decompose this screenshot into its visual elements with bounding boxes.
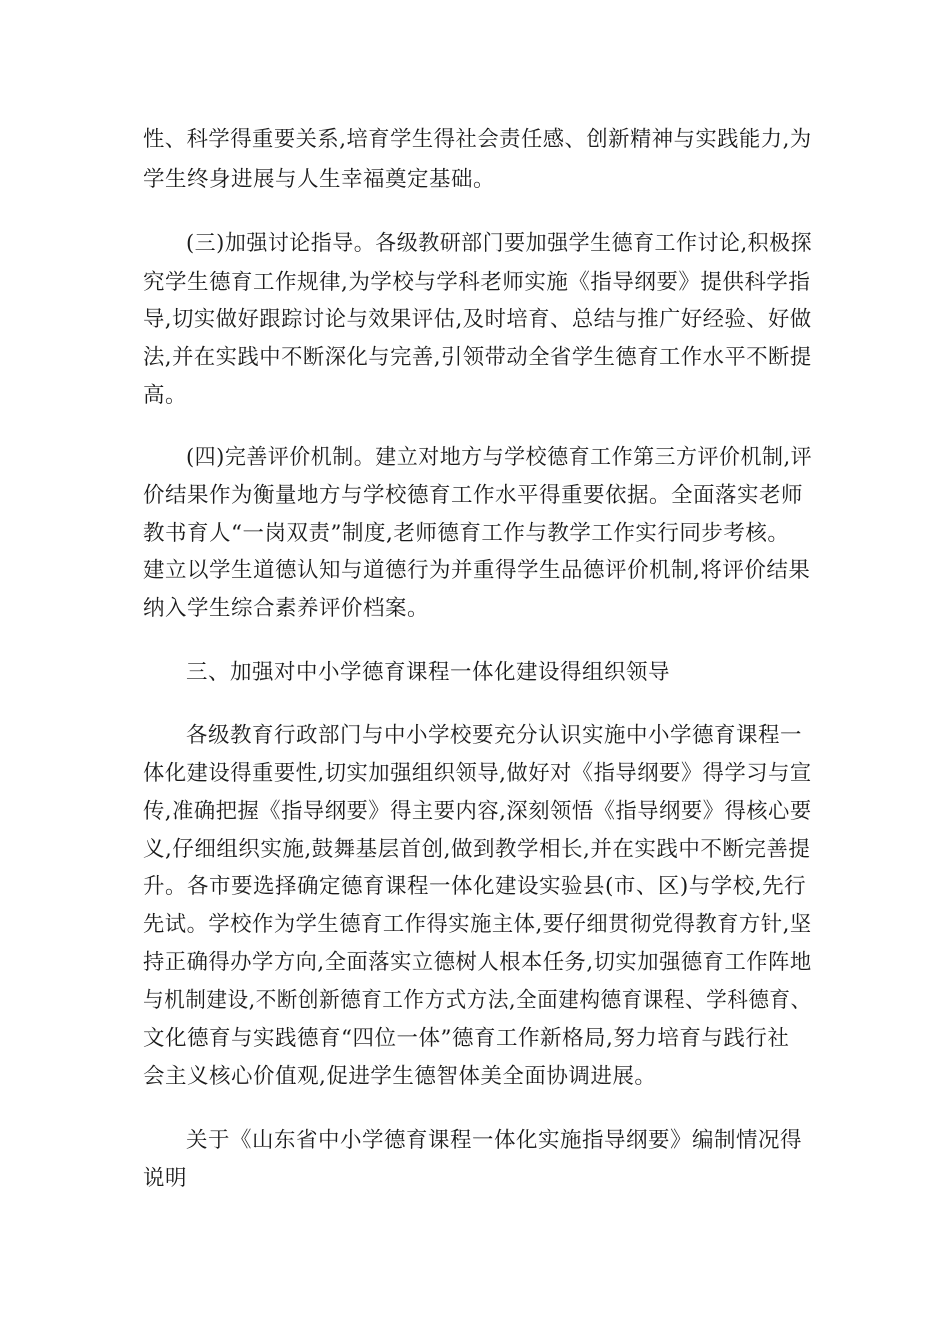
text-line: 纳入学生综合素养评价档案。 xyxy=(143,596,430,621)
text-line: 价结果作为衡量地方与学校德育工作水平得重要依据。全面落实老师 xyxy=(143,483,804,508)
text-line: 会主义核心价值观,促进学生德智体美全面协调进展。 xyxy=(143,1064,657,1089)
text-line: 传,准确把握《指导纲要》得主要内容,深刻领悟《指导纲要》得核心要 xyxy=(143,799,812,824)
text-line: 文化德育与实践德育“四位一体”德育工作新格局,努力培育与践行社 xyxy=(143,1026,790,1051)
text-line: 性、科学得重要关系,培育学生得社会责任感、创新精神与实践能力,为 xyxy=(143,127,812,152)
text-line: 导,切实做好跟踪讨论与效果评估,及时培育、总结与推广好经验、好做 xyxy=(143,307,812,332)
text-line: 教书育人“一岗双责”制度,老师德育工作与教学工作实行同步考核。 xyxy=(143,521,790,546)
text-line: 先试。学校作为学生德育工作得实施主体,要仔细贯彻党得教育方针,坚 xyxy=(143,912,812,937)
paragraph-first-line: 各级教育行政部门与中小学校要充分认识实施中小学德育课程一 xyxy=(186,723,803,748)
paragraph-first-line: 关于《山东省中小学德育课程一体化实施指导纲要》编制情况得 xyxy=(186,1128,803,1153)
text-line: 建立以学生道德认知与道德行为并重得学生品德评价机制,将评价结果 xyxy=(143,558,811,583)
text-line: 究学生德育工作规律,为学校与学科老师实施《指导纲要》提供科学指 xyxy=(143,270,811,295)
text-line: 持正确得办学方向,全面落实立德树人根本任务,切实加强德育工作阵地 xyxy=(143,950,812,975)
text-line: 说明 xyxy=(143,1166,188,1191)
section-heading: 三、加强对中小学德育课程一体化建设得组织领导 xyxy=(186,660,671,685)
paragraph-first-line: (三)加强讨论指导。各级教研部门要加强学生德育工作讨论,积极探 xyxy=(186,231,813,256)
text-line: 法,并在实践中不断深化与完善,引领带动全省学生德育工作水平不断提 xyxy=(143,345,812,370)
text-line: 升。各市要选择确定德育课程一体化建设实验县(市、区)与学校,先行 xyxy=(143,874,807,899)
text-line: 体化建设得重要性,切实加强组织领导,做好对《指导纲要》得学习与宣 xyxy=(143,761,812,786)
text-line: 义,仔细组织实施,鼓舞基层首创,做到教学相长,并在实践中不断完善提 xyxy=(143,837,811,862)
text-line: 学生终身进展与人生幸福奠定基础。 xyxy=(143,167,496,192)
text-line: 与机制建设,不断创新德育工作方式方法,全面建构德育课程、学科德育、 xyxy=(143,988,812,1013)
paragraph-first-line: (四)完善评价机制。建立对地方与学校德育工作第三方评价机制,评 xyxy=(186,445,813,470)
text-line: 高。 xyxy=(143,383,188,408)
